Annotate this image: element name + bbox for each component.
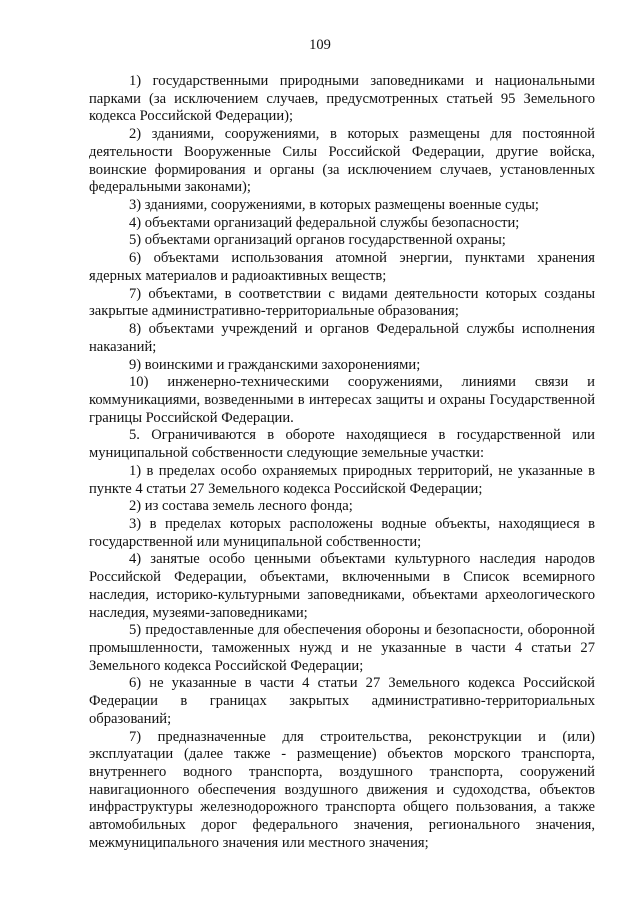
paragraph-item-8: 8) объектами учреждений и органов Федеральной службы исполнения наказаний; — [89, 321, 595, 355]
body-text — [89, 73, 595, 853]
paragraph-item-5: 5) объектами организаций органов государственной охраны; — [129, 232, 506, 249]
paragraph-item-9: 9) воинскими и гражданскими захоронениями; — [129, 356, 421, 373]
paragraph-item-2: 2) зданиями, сооружениями, в которых размещены для постоянной деятельности Вооруженные Силы Российской Федерации, другие войска, воинские формирования и органы (за исключением случаев, установленных федеральными законами); — [89, 126, 595, 196]
paragraph-item-10: 10) инженерно-техническими сооружениями, линиями связи и коммуникациями, возведенными в интересах защиты и охраны Государственной границы Российской Федерации. — [89, 374, 595, 426]
paragraph-item-3: 3) зданиями, сооружениями, в которых размещены военные суды; — [129, 197, 539, 214]
restricted-item-3: 3) в пределах которых расположены водные объекты, находящиеся в государственной или муниципальной собственности; — [89, 515, 595, 550]
restricted-item-2: 2) из состава земель лесного фонда; — [129, 498, 353, 515]
section-5-intro: 5. Ограничиваются в обороте находящиеся в государственной или муниципальной собственности следующие земельные участки: — [89, 427, 595, 462]
paragraph-item-4: 4) объектами организаций федеральной службы безопасности; — [129, 214, 520, 231]
restricted-item-5: 5) предоставленные для обеспечения обороны и безопасности, оборонной промышленности, таможенных нужд и не указанные в части 4 статьи 27 Земельного кодекса Российской Федерации; — [89, 622, 595, 674]
paragraph-item-1: 1) государственными природными заповедниками и национальными парками (за исключением случаев, предусмотренных статьей 95 Земельного кодекса Российской Федерации); — [89, 73, 595, 125]
page-number: 109 — [309, 37, 331, 53]
paragraph-item-7: 7) объектами, в соответствии с видами деятельности которых созданы закрытые административно-территориальные образования; — [89, 285, 595, 320]
restricted-item-6: 6) не указанные в части 4 статьи 27 Земельного кодекса Российской Федерации в границах закрытых административно-территориальных образований; — [89, 675, 595, 727]
restricted-item-7: 7) предназначенные для строительства, реконструкции и (или) эксплуатации (далее также - размещение) объектов морского транспорта, внутреннего водного транспорта, воздушного транспорта, сооружений навигационного обеспечения воздушного движения и судоходства, объектов инфраструктуры железнодорожного транспорта общего пользования, а также автомобильных дорог федерального значения, регионального значения, межмуниципального значения или местного значения; — [89, 728, 595, 851]
paragraph-item-6: 6) объектами использования атомной энергии, пунктами хранения ядерных материалов и радиоактивных веществ; — [89, 250, 595, 284]
restricted-item-4: 4) занятые особо ценными объектами культурного наследия народов Российской Федерации, объектами, включенными в Список всемирного наследия, историко-культурными заповедниками, объектами археологического наследия, музеями-заповедниками; — [89, 551, 595, 621]
restricted-item-1: 1) в пределах особо охраняемых природных территорий, не указанные в пункте 4 статьи 27 Земельного кодекса Российской Федерации; — [89, 462, 595, 497]
